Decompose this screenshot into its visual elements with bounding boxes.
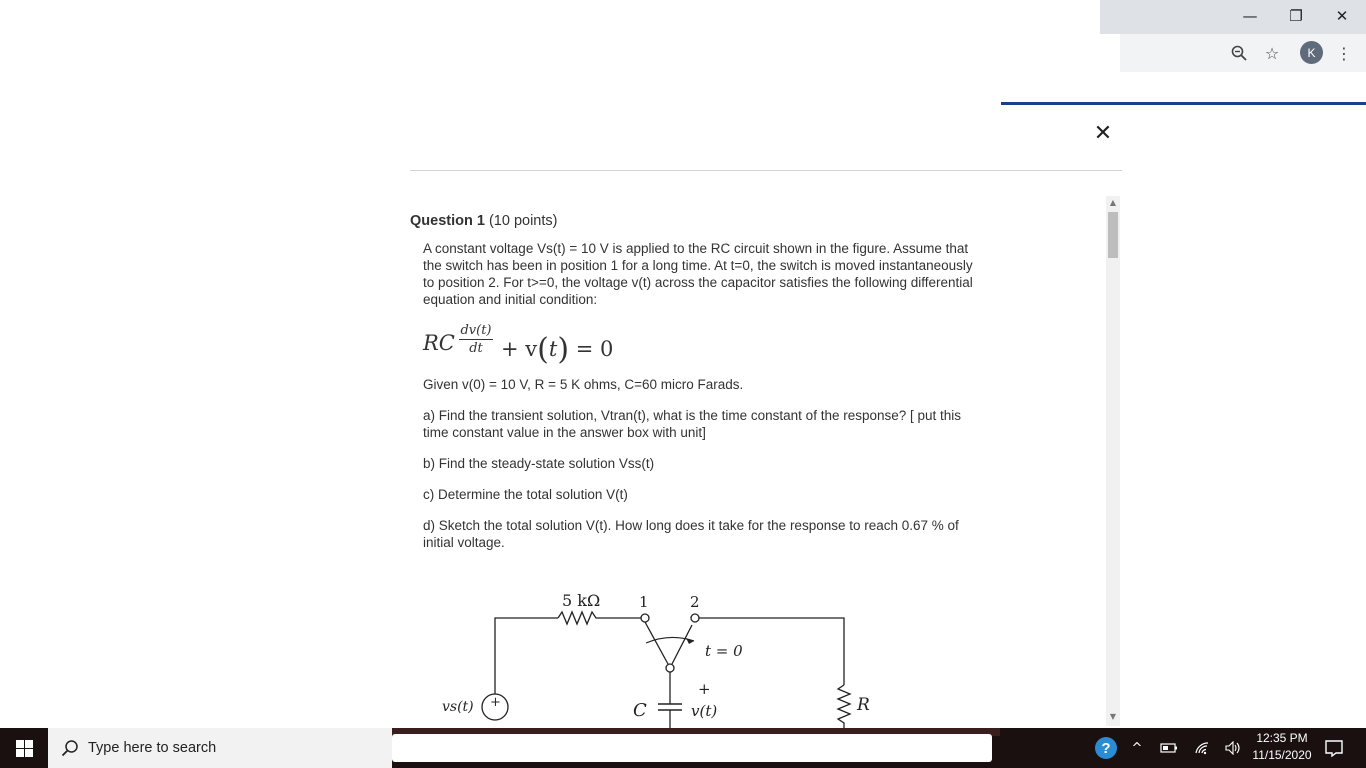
part-c: c) Determine the total solution V(t) xyxy=(423,487,628,502)
page-accent-line xyxy=(1001,102,1366,105)
content-scrollbar[interactable] xyxy=(1106,196,1120,726)
equation-plus-v: + v xyxy=(501,337,538,361)
switch-position-2: 2 xyxy=(690,593,700,611)
question-points: (10 points) xyxy=(488,213,558,229)
equation-fraction xyxy=(459,323,493,356)
wifi-icon[interactable] xyxy=(1192,736,1214,760)
taskbar-clock[interactable] xyxy=(1246,730,1318,764)
minimize-button[interactable]: — xyxy=(1242,7,1258,25)
question-title xyxy=(410,213,557,229)
rc-circuit-figure xyxy=(440,585,880,728)
part-d: d) Sketch the total solution V(t). How long does it take for the response to reach 0.67 % of initial voltage. xyxy=(423,518,959,550)
zoom-icon[interactable] xyxy=(1225,40,1253,66)
scroll-thumb[interactable] xyxy=(1108,212,1118,258)
equation-rc: RC xyxy=(423,331,455,355)
windows-logo-icon xyxy=(16,740,33,757)
capacitor-label: C xyxy=(633,700,647,721)
search-icon xyxy=(60,738,80,758)
equation-numerator: dv(t) xyxy=(460,323,492,338)
question-intro: A constant voltage Vs(t) = 10 V is applied to the RC circuit shown in the figure. Assume that the switch has been in position 1 for a long time. At t=0, the switch is moved instantaneously to position 2. For t>=0, the voltage v(t) across the capacitor satisfies the following differential equation and initial condition: xyxy=(423,241,973,307)
source-plus-sign: + xyxy=(490,695,501,710)
tray-chevron-icon[interactable]: ^ xyxy=(1131,740,1143,756)
volume-icon[interactable] xyxy=(1222,736,1244,760)
taskbar-apps-area xyxy=(392,734,992,762)
given-values: Given v(0) = 10 V, R = 5 K ohms, C=60 micro Farads. xyxy=(423,377,744,392)
question-parts xyxy=(423,376,983,565)
clock-date: 11/15/2020 xyxy=(1252,748,1312,762)
question-body xyxy=(423,240,978,322)
part-a: a) Find the transient solution, Vtran(t), what is the time constant of the response? [ put this time constant value in the answer box with unit] xyxy=(423,408,962,440)
scroll-up-icon[interactable]: ▲ xyxy=(1109,198,1117,207)
clock-time: 12:35 PM xyxy=(1256,731,1308,745)
search-placeholder: Type here to search xyxy=(88,740,217,756)
windows-start-button[interactable] xyxy=(0,728,48,768)
equation-rest: + v(t) = 0 xyxy=(501,332,614,367)
switch-time-label: t = 0 xyxy=(705,642,743,660)
equation-t: t xyxy=(548,337,558,361)
equation-equals: = 0 xyxy=(575,337,614,361)
battery-icon[interactable] xyxy=(1158,736,1180,760)
window-close-button[interactable]: ✕ xyxy=(1335,7,1349,25)
load-resistor-label: R xyxy=(857,695,870,715)
part-b: b) Find the steady-state solution Vss(t) xyxy=(423,456,655,471)
question-number: Question 1 xyxy=(410,213,485,229)
capacitor-plus: + xyxy=(698,680,711,698)
profile-avatar[interactable]: K xyxy=(1300,41,1323,64)
taskbar-search-box[interactable] xyxy=(48,728,392,768)
help-icon[interactable]: ? xyxy=(1095,737,1117,759)
notification-icon[interactable] xyxy=(1322,736,1346,760)
bookmark-star-icon[interactable]: ☆ xyxy=(1264,43,1280,63)
equation-denominator: dt xyxy=(469,341,483,356)
dialog-close-icon[interactable]: ✕ xyxy=(1093,120,1113,146)
scroll-down-icon[interactable]: ▼ xyxy=(1109,712,1117,721)
dialog-divider xyxy=(410,170,1122,171)
browser-menu-icon[interactable]: ⋮ xyxy=(1336,43,1352,63)
switch-position-1: 1 xyxy=(639,593,649,611)
resistor-label: 5 kΩ xyxy=(562,591,601,610)
capacitor-voltage-label: v(t) xyxy=(691,702,718,720)
source-label: vs(t) xyxy=(442,699,474,715)
restore-button[interactable]: ❐ xyxy=(1289,7,1303,25)
